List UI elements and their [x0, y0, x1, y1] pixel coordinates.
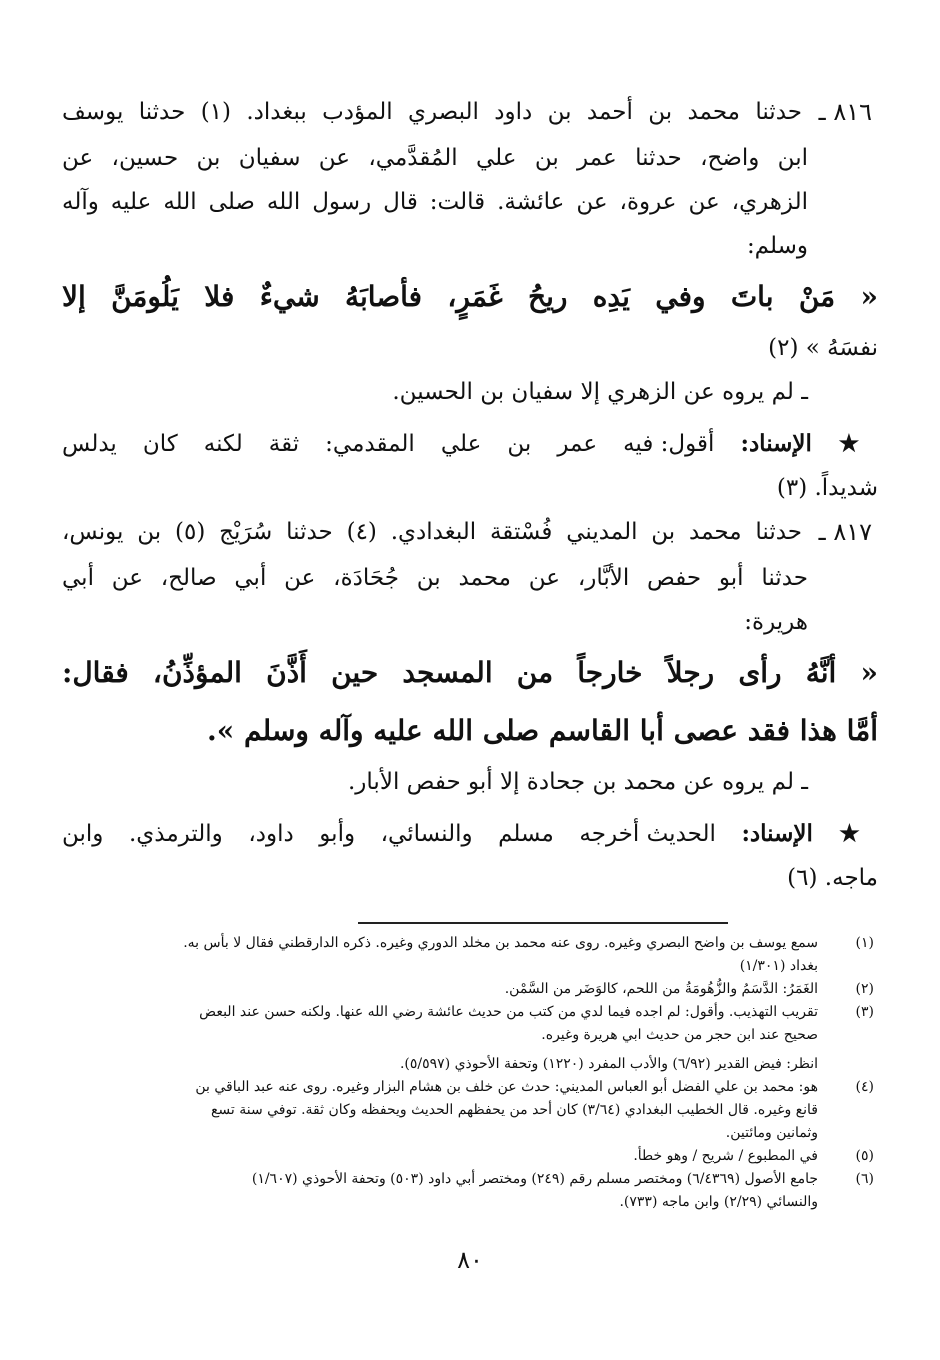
footnote-number: (٢)	[855, 981, 874, 997]
isnad-line: ابن واضح، حدثنا عمر بن علي المُقدَّمي، عن سفيان بن حسين، عن	[62, 145, 808, 171]
footnote-line: هو: محمد بن علي الفضل أبو العباس المديني: حدث عن خلف بن هشام البزار وغيره. روى عنه عبد الباقي بن	[195, 1079, 818, 1095]
footnote-line: انظر: فيض القدير (٦/٩٢) والأدب المفرد (١٢٢٠) وتحفة الأحوذي (٥/٥٩٧).	[399, 1056, 818, 1072]
footnote	[62, 1168, 878, 1214]
footnote	[62, 1145, 878, 1168]
footnote-number: (٣)	[855, 1004, 874, 1020]
hadith-text	[62, 644, 878, 760]
hadith-line: « مَنْ باتَ وفي يَدِه ريحُ غَمَرٍ، فأصابَهُ شيءٌ فلا يَلُومَنَّ إلا	[62, 280, 878, 313]
isnad-text	[62, 90, 802, 134]
footnote-line: سمع يوسف بن واضح البصري وغيره. روى عنه محمد بن مخلد الدوري وغيره. ذكره الدارقطني فقال لا بأس به.	[183, 935, 818, 951]
hadith-line: « أنَّهُ رأى رجلاً خارجاً من المسجد حين أَذَّنَ المؤذِّنُ، فقال:	[62, 656, 878, 689]
hadith-line: نفسَهُ » (٢)	[768, 335, 878, 361]
footnote-line: الغَمَرُ: الدَّسَمُ والزُّهُومَةُ من اللحم، كالوَضَر من السَّمْن.	[504, 981, 818, 997]
footnotes	[62, 932, 878, 1214]
footnote-line: قانع وغيره. قال الخطيب البغدادي (٣/٦٤) كان أحد من يحفظهم الحديث ويحفظه وكان ثقة. توفي سنة تسع	[210, 1102, 818, 1118]
page-number: ٨٠	[457, 1246, 483, 1274]
hadith-entry-816	[62, 90, 878, 134]
footnote-number: (٥)	[855, 1148, 874, 1164]
isnad-label: ★ الإسناد:	[740, 430, 878, 457]
isnad-comment: ماجه. (٦)	[787, 865, 878, 891]
isnad-assessment	[62, 422, 878, 510]
narration-note	[62, 760, 808, 804]
isnad-line: حدثنا أبو حفص الأبَّار، عن محمد بن جُحَادَة، عن أبي صالح، عن أبي	[62, 565, 808, 591]
hadith-text	[62, 268, 878, 370]
isnad-line: هريرة:	[744, 609, 808, 635]
narration-note	[62, 370, 808, 414]
footnote-number: (٦)	[855, 1171, 874, 1187]
footnote-number: (١)	[855, 935, 874, 951]
footnote	[62, 932, 878, 978]
footnote	[62, 978, 878, 1001]
footnote-line: والنسائي (٢/٢٩) وابن ماجه (٧٣٣).	[619, 1194, 818, 1210]
isnad-assessment	[62, 812, 878, 900]
note-line: ـ لم يروه عن محمد بن جحادة إلا أبو حفص الأبار.	[348, 769, 808, 795]
footnote	[62, 1001, 878, 1047]
note-line: ـ لم يروه عن الزهري إلا سفيان بن الحسين.	[392, 379, 808, 405]
isnad-line: حدثنا محمد بن أحمد بن داود البصري المؤدب ببغداد. (١) حدثنا يوسف	[62, 99, 802, 125]
isnad-line: الزهري، عن عروة، عن عائشة. قالت: قال رسول الله صلى الله عليه وآله	[62, 189, 808, 215]
isnad-continuation	[62, 136, 808, 268]
footnote-line: صحيح عند ابن حجر من حديث ابي هريرة وغيره.	[541, 1027, 818, 1043]
hadith-entry-817	[62, 510, 878, 554]
isnad-text	[62, 510, 802, 554]
footnote	[62, 1076, 878, 1145]
isnad-line: وسلم:	[746, 233, 808, 259]
isnad-comment: أقول: فيه عمر بن علي المقدمي: ثقة لكنه كان يدلس	[62, 431, 715, 457]
footnote-line: تقريب التهذيب. وأقول: لم اجده فيما لدي من كتب من حديث عائشة رضي الله عنها. ولكنه حسن عند البعض	[199, 1004, 818, 1020]
hadith-number: ٨١٦ ـ	[818, 98, 872, 126]
isnad-comment: الحديث أخرجه مسلم والنسائي، وأبو داود، والترمذي. وابن	[62, 821, 716, 847]
footnote-divider	[358, 922, 728, 924]
isnad-comment: شديداً. (٣)	[776, 475, 878, 501]
footnote-line: بغداد (١/٣٠١)	[739, 958, 818, 974]
isnad-label: ★ الإسناد:	[741, 820, 878, 847]
footnote-line: وثمانين ومائتين.	[725, 1125, 818, 1141]
footnote-number: (٤)	[855, 1079, 874, 1095]
isnad-line: حدثنا محمد بن المديني فُسْتقة البغدادي. (٤) حدثنا سُرَيْج (٥) بن يونس،	[62, 519, 803, 545]
hadith-number: ٨١٧ ـ	[818, 518, 872, 546]
hadith-line: أمَّا هذا فقد عصى أبا القاسم صلى الله عليه وآله وسلم ».	[207, 714, 878, 747]
footnote-line: في المطبوع / شريح / وهو خطأ.	[633, 1148, 818, 1164]
footnote	[62, 1053, 878, 1076]
footnote-line: جامع الأصول (٦/٤٣٦٩) ومختصر مسلم رقم (٢٤٩) ومختصر أبي داود (٥٠٣) وتحفة الأحوذي (١/٦٠٧)	[251, 1171, 818, 1187]
isnad-continuation	[62, 556, 808, 644]
